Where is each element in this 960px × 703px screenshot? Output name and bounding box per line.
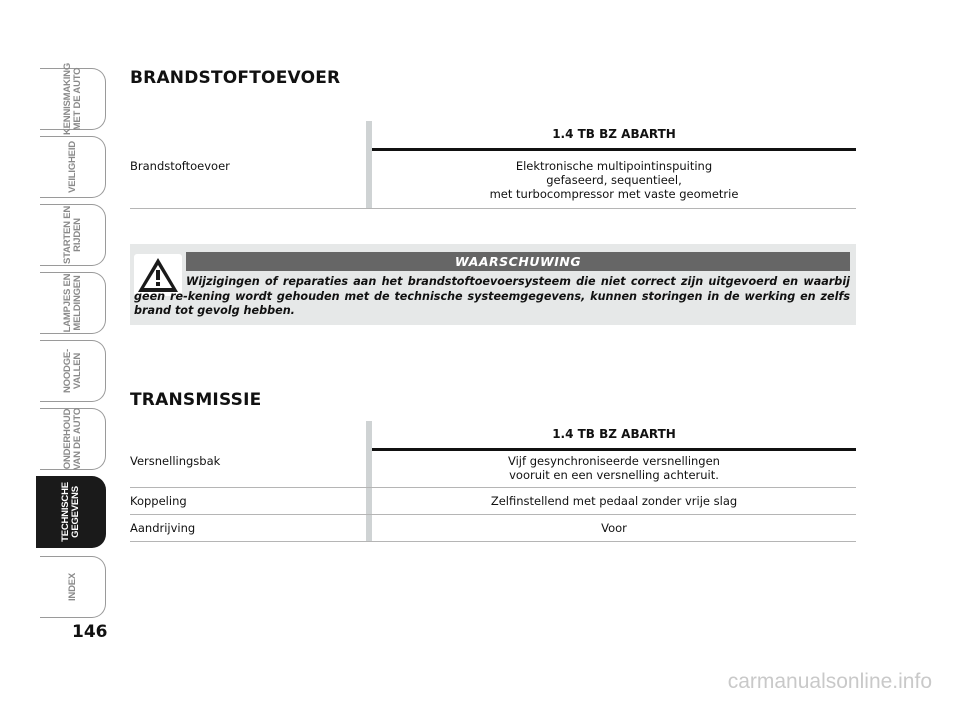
- row-value: Elektronische multipointinspuiting gefaseerd, sequentieel, met turbocompressor met vaste geometrie: [489, 159, 739, 201]
- watermark: carmanualsonline.info: [727, 670, 932, 693]
- warning-text: Wijzigingen of reparaties aan het brandstoftoevoersysteem die niet correct zijn uitgevoerd en waarbij geen re-kening wordt gehouden met de technische systeemgegevens, kunnen storingen in de werking en zelfs brand tot gevolg hebben.: [134, 275, 850, 317]
- tab-index[interactable]: [40, 556, 106, 618]
- tab-label: INDEX: [66, 572, 78, 602]
- warning-box: [130, 244, 856, 325]
- row-label: Aandrijving: [130, 521, 196, 535]
- column-header: 1.4 TB BZ ABARTH: [372, 121, 856, 151]
- section-title-transmission: TRANSMISSIE: [130, 390, 262, 410]
- tab-label: KENNISMAKING MET DE AUTO: [61, 62, 83, 136]
- tab-label: TECHNISCHE GEGEVENS: [59, 482, 81, 542]
- row-value: Zelfinstellend met pedaal zonder vrije slag: [490, 494, 738, 508]
- row-label: Koppeling: [130, 494, 187, 508]
- row-label: Brandstoftoevoer: [130, 159, 230, 173]
- section-title-fuel: BRANDSTOFTOEVOER: [130, 68, 341, 88]
- tab-label: NOODGE- VALLEN: [61, 349, 83, 393]
- transmission-spec-table: [130, 421, 856, 542]
- table-row: [130, 451, 856, 488]
- column-header: 1.4 TB BZ ABARTH: [372, 421, 856, 451]
- row-label: Versnellingsbak: [130, 454, 221, 468]
- table-row: [130, 515, 856, 542]
- tab-kennismaking[interactable]: [40, 62, 106, 136]
- table-row: [130, 488, 856, 515]
- tab-technische-gegevens[interactable]: [36, 476, 106, 548]
- page-number: 146: [72, 622, 108, 642]
- tab-onderhoud[interactable]: [40, 408, 106, 470]
- tab-label: ONDERHOUD VAN DE AUTO: [61, 407, 83, 471]
- tab-label: LAMPJES EN MELDINGEN: [61, 273, 83, 333]
- fuel-spec-table: [130, 121, 856, 209]
- tab-label: VEILIGHEID: [66, 141, 78, 193]
- warning-heading: WAARSCHUWING: [186, 252, 850, 271]
- table-row: [130, 156, 856, 209]
- tab-starten-en-rijden[interactable]: [40, 204, 106, 266]
- row-value: Voor: [601, 521, 627, 535]
- row-value: Vijf gesynchroniseerde versnellingen vooruit en een versnelling achteruit.: [508, 454, 720, 482]
- tab-noodgevallen[interactable]: [40, 340, 106, 402]
- tab-label: STARTEN EN RIJDEN: [61, 206, 83, 264]
- tab-veiligheid[interactable]: [40, 136, 106, 198]
- tab-lampjes-en-meldingen[interactable]: [40, 272, 106, 334]
